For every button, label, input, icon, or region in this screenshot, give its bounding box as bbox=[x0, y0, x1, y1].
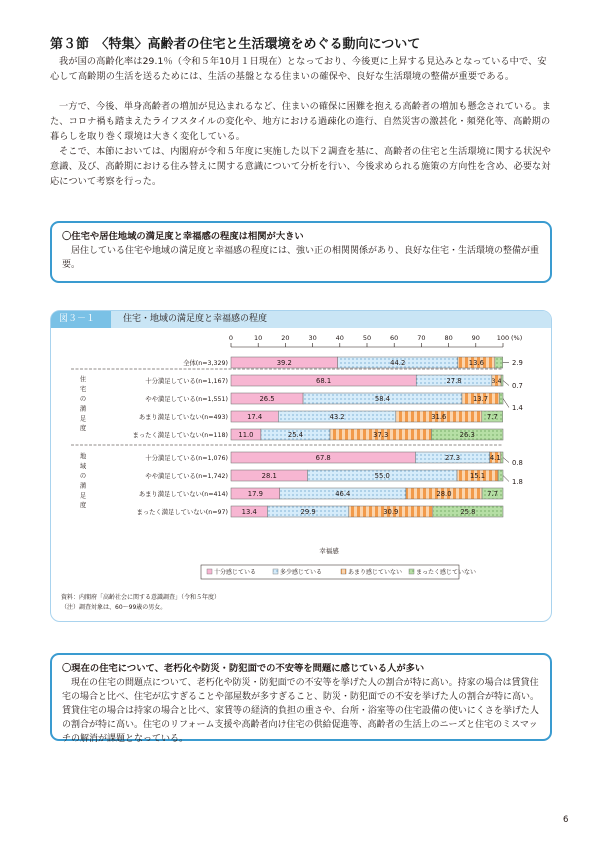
leader-line bbox=[503, 458, 509, 463]
figure-panel bbox=[50, 310, 552, 622]
summary-box-text: 現在の住宅の問題点について、老朽化や防災・防犯面での不安等を挙げた人の割合が特に高い。持家の場合は賃貸住宅の場合と比べ、住宅が広すぎることや部屋数が多すぎること、防災・防犯面での不安を挙げた人の割合が特に高い。賃貸住宅の場合は持家の場合と比べ、家賃等の経済的負担の重さや、台所・浴室等の住宅設備の使いにくさを挙げた人の割合が特に高い。住宅のリフォーム支援や高齢者向け住宅の供給促進等、高齢者の生活上のニーズと住宅のミスマッチの解消が課題となっている。 bbox=[62, 678, 540, 744]
category-label: あまり満足していない(n=414) bbox=[138, 491, 228, 498]
legend-label: 十分感じている bbox=[214, 569, 257, 576]
data-label: 2.9 bbox=[512, 359, 523, 367]
page-number: 6 bbox=[563, 815, 569, 825]
data-label: 27.8 bbox=[446, 377, 462, 385]
legend-label: まったく感じていない bbox=[416, 569, 477, 576]
data-label: 30.9 bbox=[383, 508, 399, 516]
bar-segment bbox=[501, 452, 503, 463]
data-label: 25.4 bbox=[287, 431, 304, 439]
summary-box-text: 居住している住宅や地域の満足度と幸福感の程度には、強い正の相関関係があり、良好な住宅・生活環境の整備が重要。 bbox=[62, 246, 540, 270]
legend-label: あまり感じていない bbox=[348, 569, 403, 576]
data-label: 17.4 bbox=[247, 413, 263, 421]
figure-header bbox=[51, 311, 551, 328]
x-axis bbox=[229, 334, 522, 347]
x-axis-title: 幸福感 bbox=[319, 547, 339, 555]
data-label: 0.7 bbox=[512, 382, 523, 390]
bar-segment bbox=[495, 357, 503, 368]
stacked-bar-chart bbox=[51, 329, 551, 621]
data-label: 58.4 bbox=[374, 395, 391, 403]
x-tick-label: 90 bbox=[471, 334, 480, 342]
group-labels bbox=[80, 374, 87, 509]
x-tick-label: 30 bbox=[308, 334, 317, 342]
data-label: 0.8 bbox=[512, 459, 523, 467]
intro-paragraph: 我が国の高齢化率は29.1％（令和５年10月１日現在）となっており、今後更に上昇する見込みとなっている中で、安心して高齢期の生活を送るためには、生活の基盤となる住まいの確保や、良好な生活環境の整備が重要である。 bbox=[50, 56, 547, 82]
x-tick-label: 80 bbox=[444, 334, 453, 342]
data-label: 37.3 bbox=[373, 431, 389, 439]
data-label: 28.0 bbox=[436, 490, 452, 498]
summary-box-satisfaction bbox=[50, 221, 552, 283]
bar-segment bbox=[499, 393, 503, 404]
data-label: 7.7 bbox=[486, 413, 498, 421]
data-label: 27.3 bbox=[444, 454, 461, 462]
data-label: 7.7 bbox=[487, 490, 498, 498]
data-label: 17.9 bbox=[247, 490, 263, 498]
x-axis-unit: (%) bbox=[511, 334, 523, 342]
figure-number: 図３－１ bbox=[51, 311, 111, 328]
leader-line bbox=[503, 381, 509, 386]
x-tick-label: 50 bbox=[362, 334, 372, 342]
figure-source: 資料：内閣府「高齢社会に関する意識調査」（令和５年度） bbox=[61, 594, 221, 601]
legend-swatch bbox=[341, 569, 346, 574]
category-label: まったく満足していない(n=118) bbox=[132, 432, 228, 439]
data-label: 26.3 bbox=[459, 431, 475, 439]
x-tick-label: 60 bbox=[390, 334, 399, 342]
leader-line bbox=[503, 476, 509, 482]
category-label: 全体(n=3,329) bbox=[183, 360, 228, 367]
data-label: 25.8 bbox=[460, 508, 476, 516]
data-label: 39.2 bbox=[276, 359, 292, 367]
bar-segment bbox=[501, 375, 503, 386]
category-label: 十分満足している(n=1,167) bbox=[145, 378, 228, 385]
category-label: あまり満足していない(n=493) bbox=[138, 414, 228, 421]
data-label: 46.4 bbox=[335, 490, 351, 498]
category-label: まったく満足していない(n=97) bbox=[136, 509, 228, 516]
data-label: 28.1 bbox=[261, 472, 277, 480]
leader-line bbox=[503, 399, 509, 408]
legend-swatch bbox=[409, 569, 414, 574]
legend-label: 多少感じている bbox=[280, 569, 323, 576]
data-label: 4.1 bbox=[489, 454, 501, 462]
x-tick-label: 0 bbox=[228, 334, 234, 342]
bar-segment bbox=[498, 470, 503, 481]
data-label: 13.6 bbox=[468, 359, 484, 367]
purpose-paragraph: そこで、本節においては、内閣府が令和５年度に実施した以下２調査を基に、高齢者の住宅と生活環境に関する状況や意識、及び、高齢期における住み替えに関する意識について分析を行い、今後求められる施策の方向性を含め、必要な対応について考察を行った。 bbox=[50, 146, 552, 187]
group-label-housing: 住宅の満足度 bbox=[79, 376, 87, 433]
summary-box-title: 〇住宅や居住地域の満足度と幸福感の程度は相関が大きい bbox=[62, 231, 304, 242]
data-label: 15.1 bbox=[469, 472, 486, 480]
data-label: 44.2 bbox=[390, 359, 406, 367]
data-label: 1.8 bbox=[512, 478, 523, 486]
data-label: 55.0 bbox=[374, 472, 390, 480]
figure-note: （注）調査対象は、60～99歳の男女。 bbox=[61, 604, 167, 611]
data-label: 26.5 bbox=[259, 395, 275, 403]
data-label: 11.0 bbox=[238, 431, 254, 439]
category-label: やや満足している(n=1,551) bbox=[145, 396, 228, 403]
figure-title: 住宅・地域の満足度と幸福感の程度 bbox=[123, 314, 268, 324]
context-paragraph: 一方で、今後、単身高齢者の増加が見込まれるなど、住まいの確保に困難を抱える高齢者の増加も懸念されている。また、コロナ禍も踏まえたライフスタイルの変化や、地方における過疎化の進行、自然災害の激甚化・頻発化等、高齢期の暮らしを取り巻く環境は大きく変化している。 bbox=[50, 101, 552, 142]
data-label: 3.4 bbox=[491, 378, 502, 385]
data-label: 29.9 bbox=[300, 508, 316, 516]
legend-swatch bbox=[273, 569, 278, 574]
data-label: 43.2 bbox=[329, 413, 345, 421]
legend bbox=[201, 565, 476, 579]
legend-swatch bbox=[207, 569, 212, 574]
x-tick-label: 40 bbox=[335, 334, 344, 342]
category-label: やや満足している(n=1,742) bbox=[145, 473, 228, 480]
data-label: 1.4 bbox=[512, 404, 523, 412]
x-tick-label: 100 bbox=[496, 334, 510, 342]
data-label: 13.7 bbox=[472, 395, 489, 403]
data-label: 13.4 bbox=[241, 508, 257, 516]
section-heading: 第３節 〈特集〉高齢者の住宅と生活環境をめぐる動向について bbox=[50, 37, 421, 52]
category-label: 十分満足している(n=1,076) bbox=[145, 455, 228, 462]
x-tick-label: 20 bbox=[281, 334, 290, 342]
group-label-area: 地域の満足度 bbox=[79, 453, 87, 510]
summary-box-housing-problems bbox=[50, 653, 552, 744]
data-label: 68.1 bbox=[316, 377, 332, 385]
x-tick-label: 10 bbox=[254, 334, 263, 342]
summary-box-title: 〇現在の住宅について、老朽化や防災・防犯面での不安等を問題に感じている人が多い bbox=[62, 663, 425, 674]
x-tick-label: 70 bbox=[417, 334, 426, 342]
data-label: 31.6 bbox=[431, 413, 447, 421]
data-label: 67.8 bbox=[315, 454, 331, 462]
category-labels bbox=[133, 358, 228, 516]
